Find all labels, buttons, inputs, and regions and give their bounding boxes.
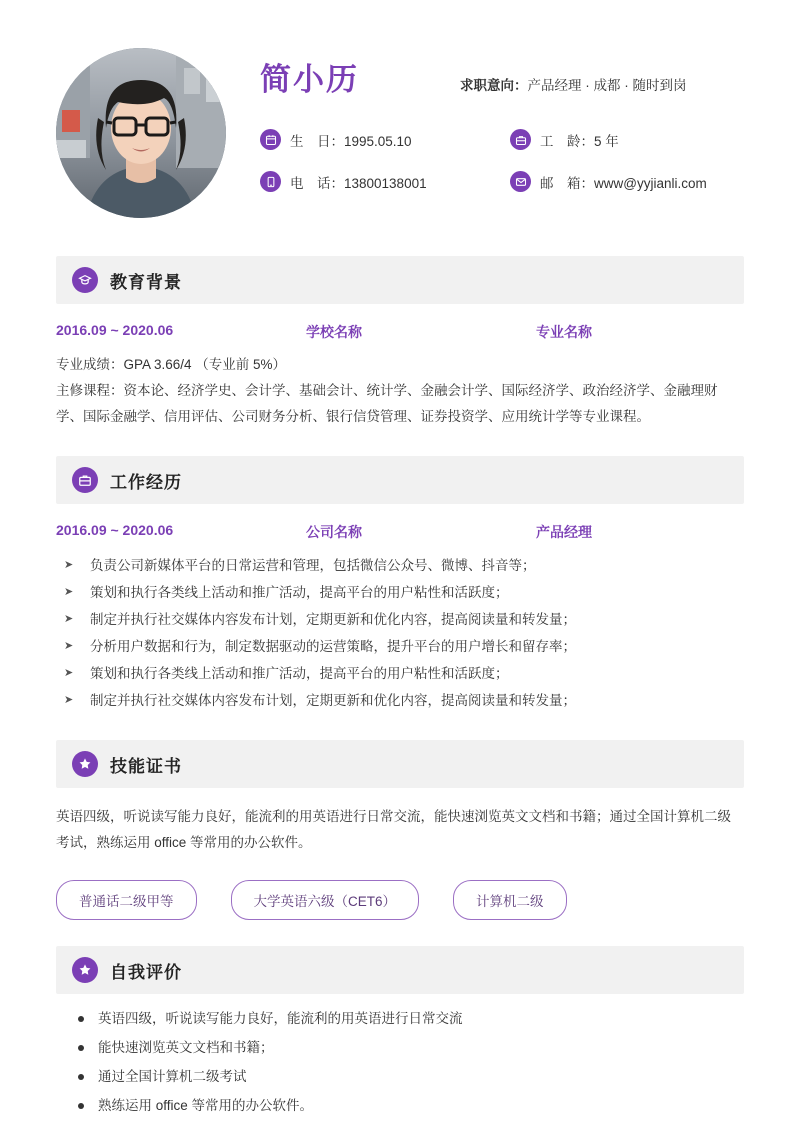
phone-icon xyxy=(260,171,281,192)
header-details xyxy=(226,48,744,192)
section-header-work xyxy=(56,456,744,504)
info-phone xyxy=(260,171,510,192)
section-title-skills: 技能证书 xyxy=(110,756,182,776)
status-badge: 普通话二级甲等 xyxy=(56,880,197,920)
work-company: 公司名称 xyxy=(306,524,362,540)
work-row xyxy=(56,522,744,542)
education-major: 专业名称 xyxy=(536,324,592,340)
star-icon xyxy=(72,751,98,777)
info-phone-text: 电 话：13800138001 xyxy=(290,175,427,191)
section-header-education xyxy=(56,256,744,304)
page-title: 简小历 xyxy=(260,62,359,97)
education-period: 2016.09 ~ 2020.06 xyxy=(56,322,174,338)
job-objective xyxy=(460,74,687,94)
skill-tag-list xyxy=(56,880,744,920)
info-birthday xyxy=(260,129,510,150)
list-item: 能快速浏览英文文档和书籍； xyxy=(56,1033,744,1062)
work-position: 产品经理 xyxy=(536,524,592,540)
star-icon xyxy=(72,957,98,983)
education-school: 学校名称 xyxy=(306,324,362,340)
info-email-text: 邮 箱：www@yyjianli.com xyxy=(540,175,707,191)
section-header-self-evaluation xyxy=(56,946,744,994)
education-courses: 主修课程：资本论、经济学史、会计学、基础会计、统计学、金融会计学、国际经济学、政治经济学、金融理财学、国际金融学、信用评估、公司财务分析、银行信贷管理、证券投资学、应用统计学等专业课程。 xyxy=(56,383,718,424)
list-item: 英语四级，听说读写能力良好，能流利的用英语进行日常交流 xyxy=(56,1004,744,1033)
work-duty-list xyxy=(56,552,744,714)
list-item: ➤ 策划和执行各类线上活动和推广活动，提高平台的用户粘性和活跃度； xyxy=(56,579,744,606)
list-item: 通过全国计算机二级考试 xyxy=(56,1062,744,1091)
info-experience xyxy=(510,129,744,150)
avatar xyxy=(56,48,226,218)
calendar-icon xyxy=(260,129,281,150)
skills-paragraph: 英语四级，听说读写能力良好，能流利的用英语进行日常交流，能快速浏览英文文档和书籍；通过全国计算机二级考试，熟练运用 office 等常用的办公软件。 xyxy=(56,809,731,850)
job-objective-value: 产品经理 · 成都 · 随时到岗 xyxy=(527,78,687,93)
list-item: ➤ 制定并执行社交媒体内容发布计划，定期更新和优化内容，提高阅读量和转发量； xyxy=(56,606,744,633)
mail-icon xyxy=(510,171,531,192)
section-header-skills xyxy=(56,740,744,788)
resume-header xyxy=(56,30,744,230)
education-gpa: 专业成绩：GPA 3.66/4 （专业前 5%） xyxy=(56,357,287,372)
section-title-self-evaluation: 自我评价 xyxy=(110,962,182,982)
list-item: ➤ 负责公司新媒体平台的日常运营和管理，包括微信公众号、微博、抖音等； xyxy=(56,552,744,579)
info-experience-text: 工 龄：5 年 xyxy=(540,133,619,149)
status-badge: 大学英语六级（CET6） xyxy=(231,880,420,920)
graduation-icon xyxy=(72,267,98,293)
contact-info xyxy=(260,129,744,192)
status-badge: 计算机二级 xyxy=(453,880,567,920)
list-item: 熟练运用 office 等常用的办公软件。 xyxy=(56,1091,744,1120)
work-period: 2016.09 ~ 2020.06 xyxy=(56,522,174,538)
section-title-work: 工作经历 xyxy=(110,472,182,492)
briefcase-icon xyxy=(72,467,98,493)
job-objective-label: 求职意向： xyxy=(460,78,528,93)
list-item: ➤ 分析用户数据和行为，制定数据驱动的运营策略，提升平台的用户增长和留存率； xyxy=(56,633,744,660)
info-email xyxy=(510,171,744,192)
info-birthday-text: 生 日：1995.05.10 xyxy=(290,133,412,149)
list-item: ➤ 策划和执行各类线上活动和推广活动，提高平台的用户粘性和活跃度； xyxy=(56,660,744,687)
self-evaluation-list xyxy=(56,1004,744,1120)
briefcase-icon xyxy=(510,129,531,150)
section-title-education: 教育背景 xyxy=(110,272,182,292)
education-row xyxy=(56,322,744,342)
list-item: ➤ 制定并执行社交媒体内容发布计划，定期更新和优化内容，提高阅读量和转发量； xyxy=(56,687,744,714)
